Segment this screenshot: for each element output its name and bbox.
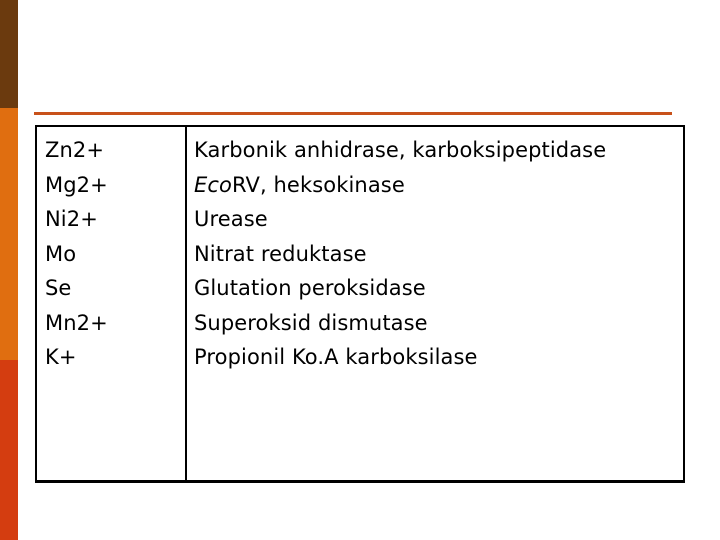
enzyme-text: Nitrat reduktase — [194, 241, 367, 266]
side-accent-bar-bottom — [0, 360, 18, 540]
metal-ion-cell: Mo — [45, 241, 77, 266]
enzyme-cell — [194, 202, 683, 237]
side-accent-bar-top — [0, 0, 18, 108]
metal-ion-cell: Ni2+ — [45, 207, 98, 231]
metal-enzyme-table — [35, 125, 685, 483]
enzyme-text: Glutation peroksidase — [194, 276, 426, 300]
side-accent-bar-middle — [0, 108, 18, 360]
enzyme-text: Propionil Ko.A karboksilase — [194, 345, 478, 369]
metal-ion-column — [37, 127, 187, 480]
metal-ion-cell: K+ — [45, 345, 77, 369]
metal-ion-cell: Mn2+ — [45, 310, 108, 335]
enzyme-column — [187, 127, 683, 480]
metal-ion-cell: Mg2+ — [45, 172, 108, 197]
enzyme-text: RV, heksokinase — [231, 172, 405, 197]
enzyme-cell — [194, 340, 683, 375]
enzyme-text: Karbonik anhidrase, karboksipeptidase — [194, 138, 607, 162]
enzyme-cell — [194, 306, 683, 341]
metal-ion-cell: Zn2+ — [45, 138, 105, 162]
title-divider-line — [34, 112, 672, 115]
enzyme-italic-prefix: Eco — [194, 172, 232, 197]
enzyme-cell — [194, 168, 683, 203]
enzyme-text: Superoksid dismutase — [194, 310, 428, 335]
enzyme-cell — [194, 237, 683, 272]
metal-ion-cell: Se — [45, 276, 72, 300]
enzyme-cell — [194, 133, 683, 168]
enzyme-cell — [194, 271, 683, 306]
enzyme-text: Urease — [194, 207, 268, 231]
